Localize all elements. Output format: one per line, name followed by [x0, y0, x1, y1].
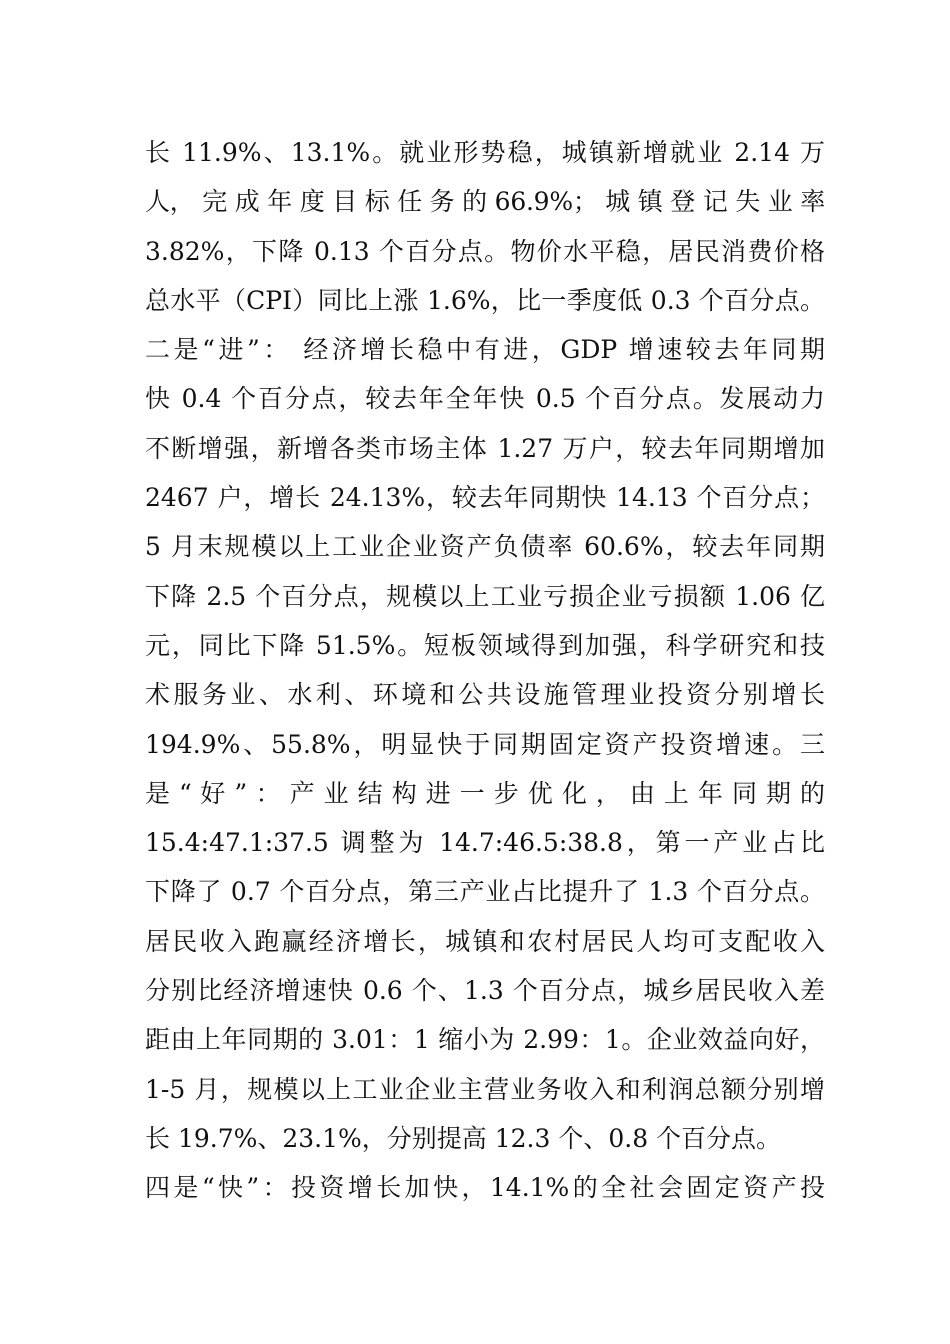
- text-line: 术服务业、水利、环境和公共设施管理业投资分别增长: [145, 680, 825, 710]
- body-text: [145, 128, 825, 1213]
- text-line: 5 月末规模以上工业企业资产负债率 60.6%，较去年同期: [145, 532, 825, 562]
- text-line: 3.82%，下降 0.13 个百分点。物价水平稳，居民消费价格: [145, 236, 825, 266]
- text-line: 下降 2.5 个百分点，规模以上工业亏损企业亏损额 1.06 亿: [145, 581, 825, 611]
- text-line: 15.4:47.1:37.5 调整为 14.7:46.5:38.8，第一产业占比: [145, 828, 825, 858]
- text-line: 居民收入跑赢经济增长，城镇和农村居民人均可支配收入: [145, 926, 825, 956]
- text-line: 长 11.9%、13.1%。就业形势稳，城镇新增就业 2.14 万: [145, 138, 825, 167]
- text-line: 元，同比下降 51.5%。短板领域得到加强，科学研究和技: [145, 630, 825, 660]
- text-line: 四是“快”：投资增长加快，14.1%的全社会固定资产投: [145, 1173, 825, 1203]
- text-line: 二是“进”： 经济增长稳中有进，GDP 增速较去年同期: [145, 335, 825, 365]
- text-line: 总水平（CPI）同比上涨 1.6%，比一季度低 0.3 个百分点。: [145, 285, 825, 315]
- text-line: 不断增强，新增各类市场主体 1.27 万户，较去年同期增加: [145, 433, 825, 463]
- text-line: 长 19.7%、23.1%，分别提高 12.3 个、0.8 个百分点。: [145, 1123, 782, 1153]
- text-line: 2467 户，增长 24.13%，较去年同期快 14.13 个百分点；: [145, 483, 825, 513]
- text-line: 距由上年同期的 3.01：1 缩小为 2.99：1。企业效益向好，: [145, 1025, 825, 1055]
- text-line: 快 0.4 个百分点，较去年全年快 0.5 个百分点。发展动力: [145, 384, 825, 414]
- text-line: 1-5 月，规模以上工业企业主营业务收入和利润总额分别增: [145, 1074, 825, 1104]
- text-line: 人， 完 成 年 度 目 标 任 务 的 66.9%； 城 镇 登 记 失 业 率: [145, 187, 825, 217]
- text-line: 是 “ 好 ” ： 产 业 结 构 进 一 步 优 化 ， 由 上 年 同 期 的: [145, 778, 825, 808]
- text-line: 194.9%、55.8%，明显快于同期固定资产投资增速。三: [145, 729, 825, 759]
- text-line: 分别比经济增速快 0.6 个、1.3 个百分点，城乡居民收入差: [145, 976, 825, 1006]
- text-line: 下降了 0.7 个百分点，第三产业占比提升了 1.3 个百分点。: [145, 877, 825, 907]
